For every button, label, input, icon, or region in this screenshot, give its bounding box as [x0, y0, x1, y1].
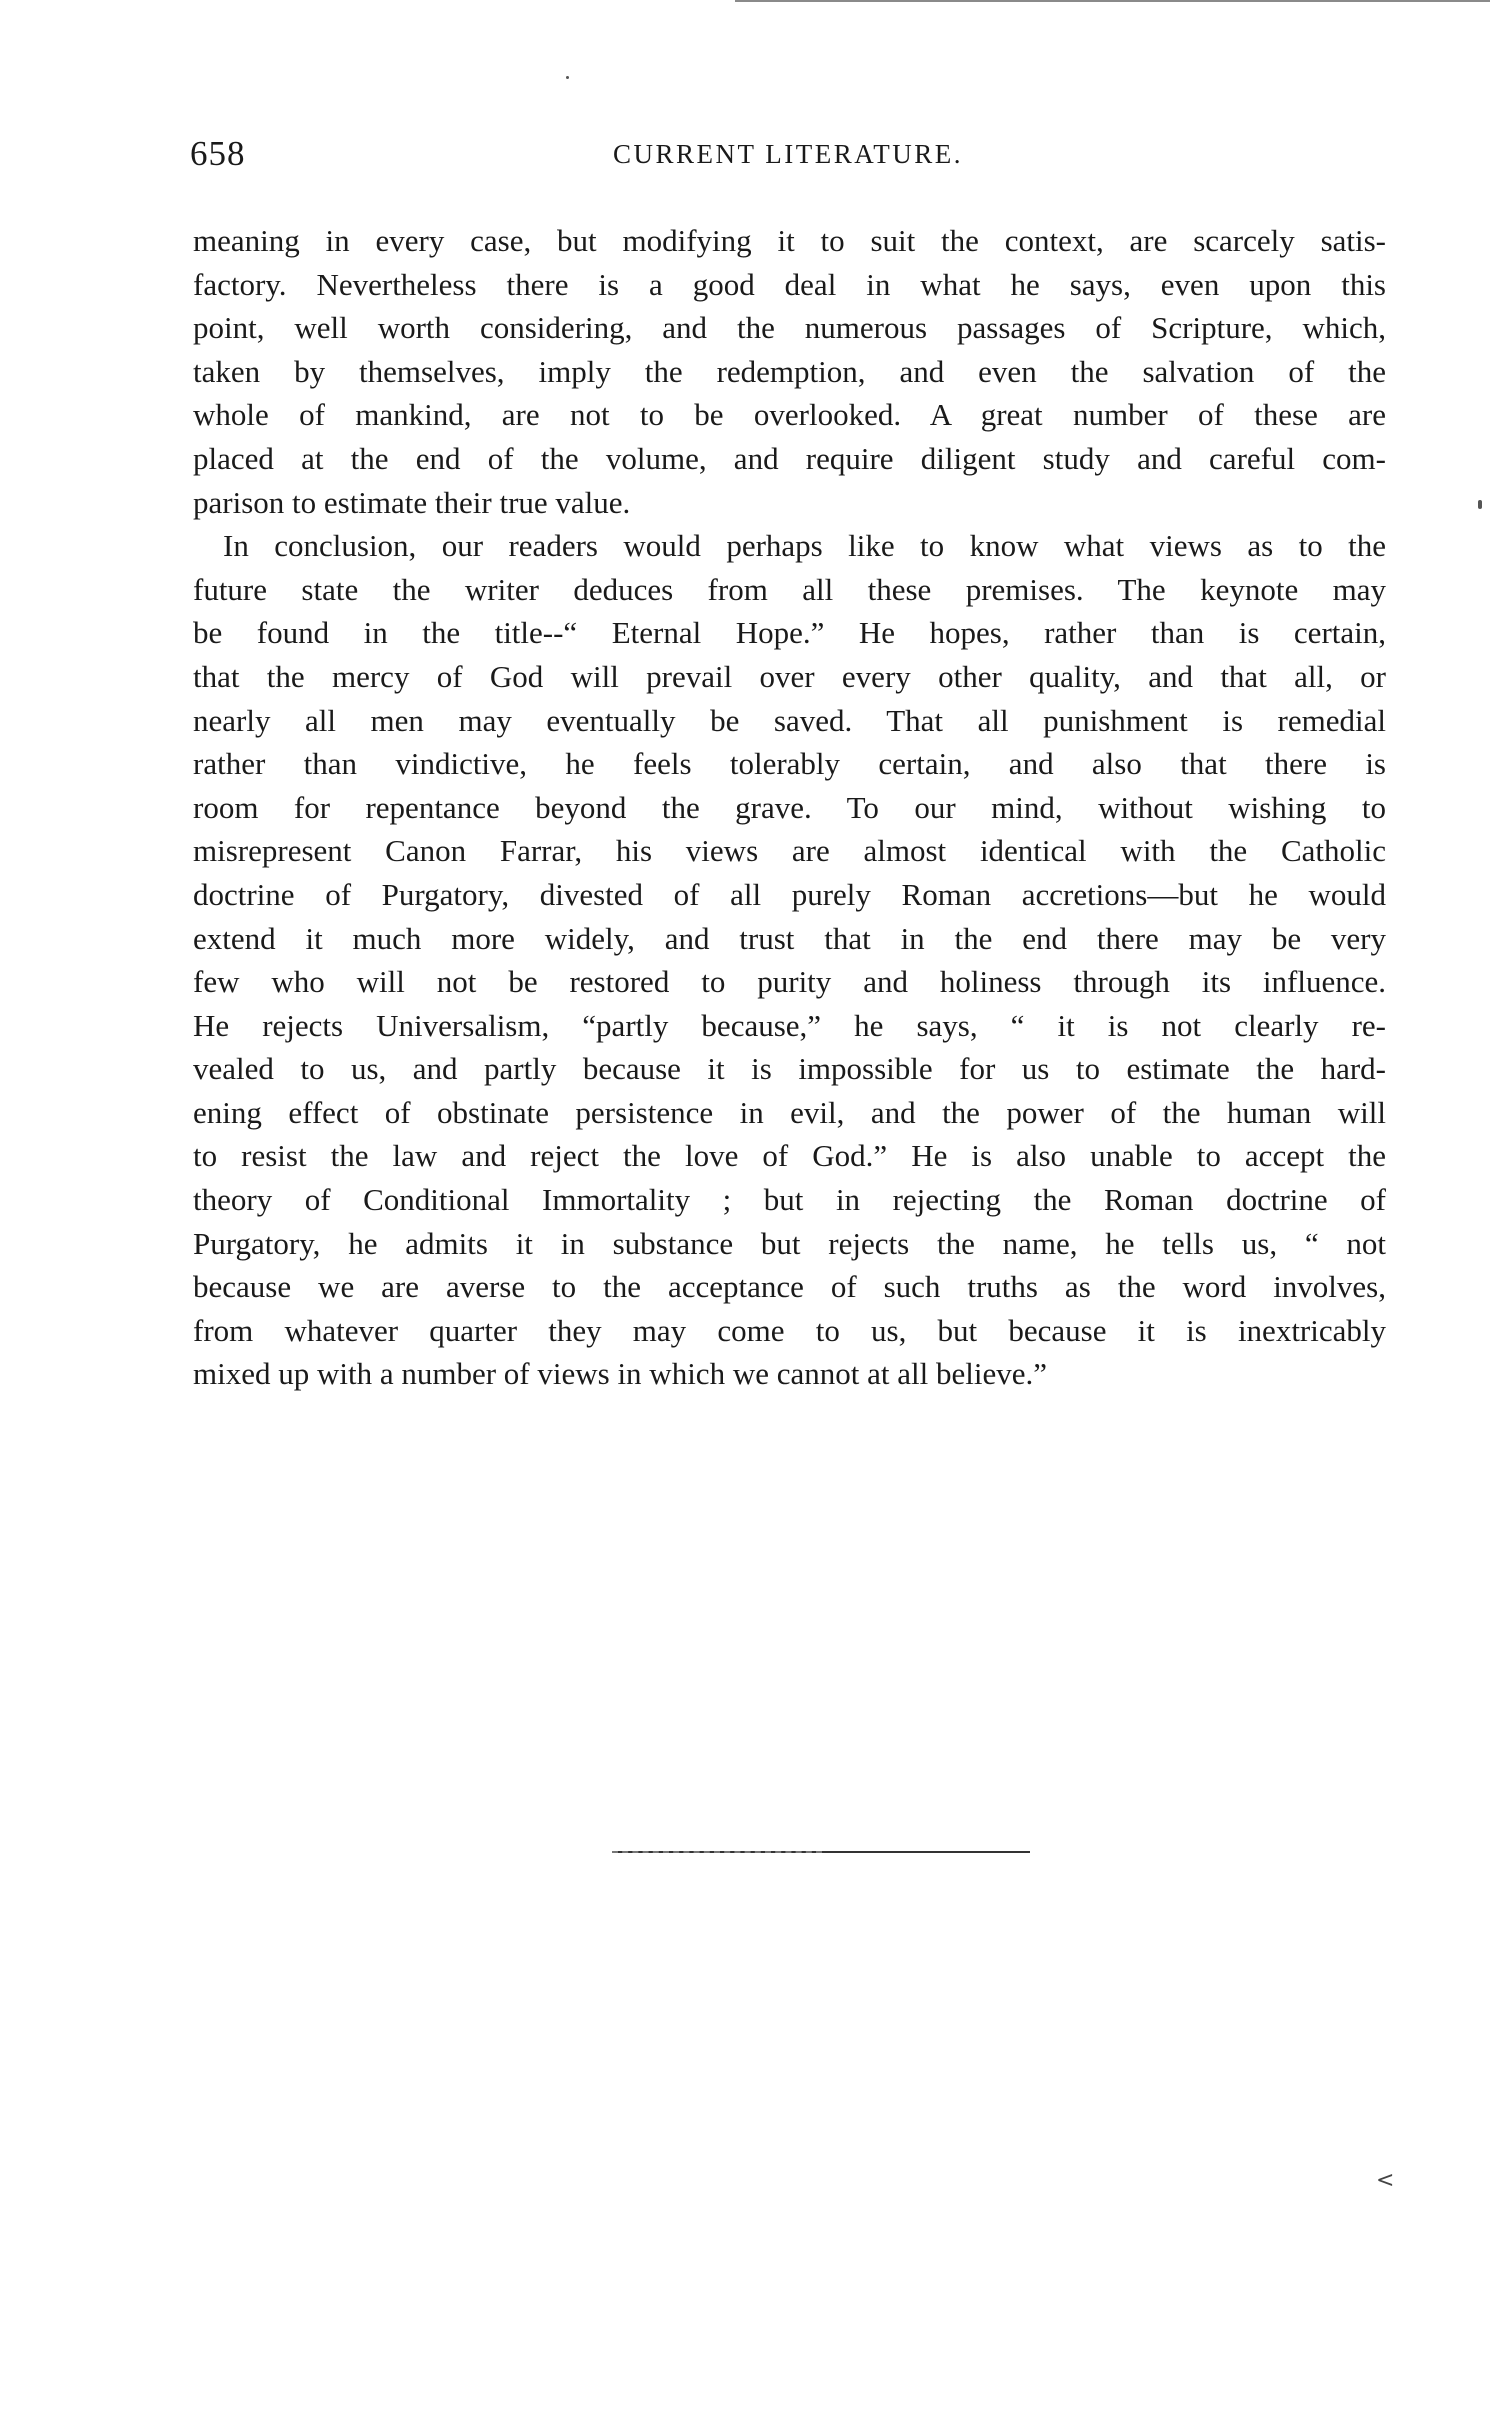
body-text: [193, 219, 1386, 1396]
text-line: be found in the title--“ Eternal Hope.” He hopes, rather than is certain,: [193, 615, 1386, 651]
text-line: placed at the end of the volume, and require diligent study and careful com-: [193, 440, 1386, 476]
text-line: mixed up with a number of views in which we cannot at all believe.”: [193, 1356, 1047, 1392]
text-line: vealed to us, and partly because it is impossible for us to estimate the hard-: [193, 1051, 1386, 1087]
text-line: because we are averse to the acceptance of such truths as the word involves,: [193, 1269, 1386, 1305]
text-line: theory of Conditional Immortality ; but in rejecting the Roman doctrine of: [193, 1182, 1386, 1218]
section-end-rule-faint: [612, 1851, 822, 1853]
paper-speck: [566, 76, 569, 79]
text-line: nearly all men may eventually be saved. That all punishment is remedial: [193, 702, 1386, 738]
text-line: doctrine of Purgatory, divested of all purely Roman accretions—but he would: [193, 876, 1386, 912]
top-edge-rule: [735, 0, 1490, 2]
text-line: point, well worth considering, and the numerous passages of Scripture, which,: [193, 310, 1386, 346]
text-line: rather than vindictive, he feels tolerably certain, and also that there is: [193, 746, 1386, 782]
text-line: whole of mankind, are not to be overlooked. A great number of these are: [193, 397, 1386, 433]
text-line: In conclusion, our readers would perhaps like to know what views as to the: [223, 528, 1386, 564]
text-line: meaning in every case, but modifying it to suit the context, are scarcely satis-: [193, 223, 1386, 258]
text-line: ening effect of obstinate persistence in evil, and the power of the human will: [193, 1094, 1386, 1130]
margin-mark: <: [1376, 2168, 1395, 2193]
text-line: factory. Nevertheless there is a good deal in what he says, even upon this: [193, 266, 1386, 302]
text-line: room for repentance beyond the grave. To our mind, without wishing to: [193, 789, 1386, 825]
running-head: CURRENT LITERATURE.: [613, 139, 963, 169]
text-line: Purgatory, he admits it in substance but rejects the name, he tells us, “ not: [193, 1225, 1386, 1261]
text-line: parison to estimate their true value.: [193, 484, 631, 520]
text-line: few who will not be restored to purity and holiness through its influence.: [193, 964, 1386, 1000]
text-line: He rejects Universalism, “partly because,” he says, “ it is not clearly re-: [193, 1007, 1386, 1043]
text-line: taken by themselves, imply the redemption, and even the salvation of the: [193, 353, 1386, 389]
text-line: future state the writer deduces from all these premises. The keynote may: [193, 571, 1386, 607]
text-line: misrepresent Canon Farrar, his views are almost identical with the Catholic: [193, 833, 1386, 869]
text-line: extend it much more widely, and trust that in the end there may be very: [193, 920, 1386, 956]
paper-speck: [1478, 500, 1482, 509]
text-line: from whatever quarter they may come to us, but because it is inextricably: [193, 1312, 1386, 1348]
text-line: that the mercy of God will prevail over every other quality, and that all, or: [193, 658, 1386, 694]
page-header: [190, 134, 1386, 180]
text-line: to resist the law and reject the love of God.” He is also unable to accept the: [193, 1138, 1386, 1174]
page-number: 658: [190, 134, 246, 173]
